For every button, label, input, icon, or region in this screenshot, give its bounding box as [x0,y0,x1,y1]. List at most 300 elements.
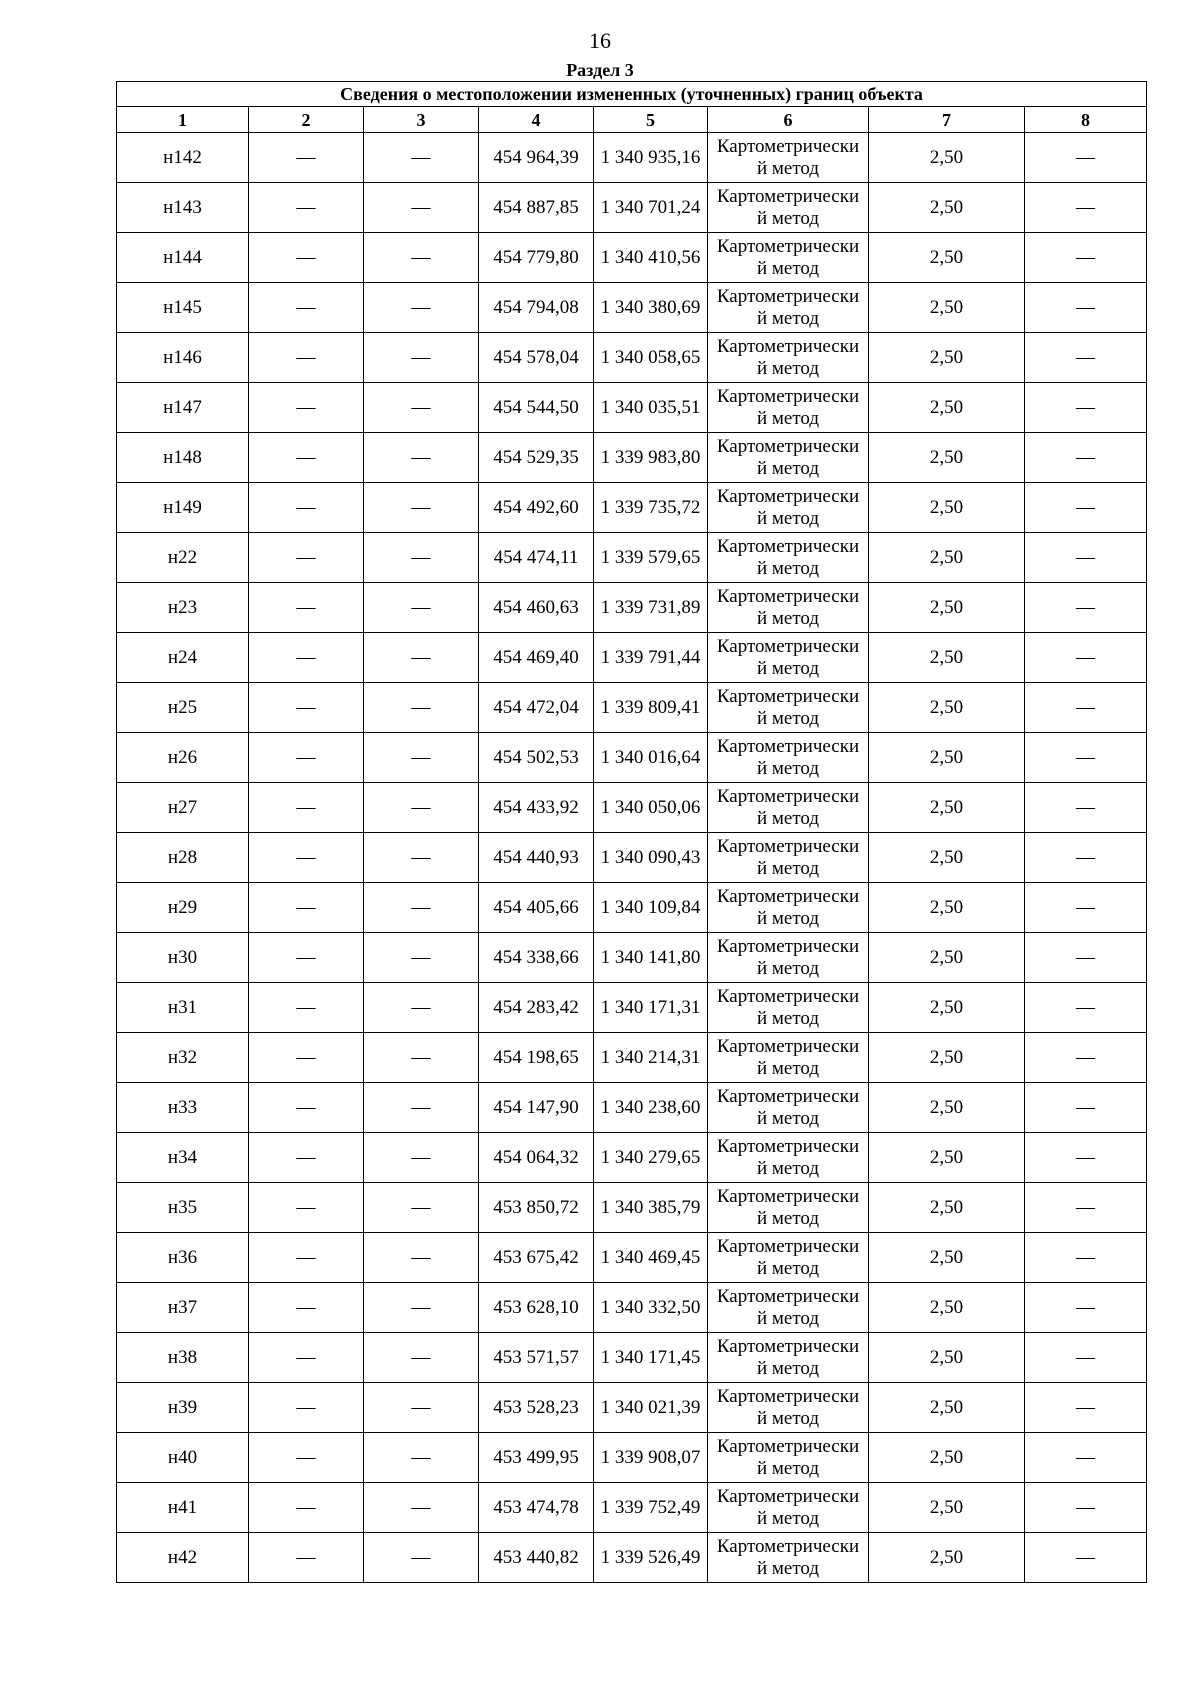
y-coordinate-cell: 1 340 050,06 [594,783,708,833]
column-3-cell: — [364,733,479,783]
table-title-row [117,82,1147,107]
y-coordinate-cell: 1 340 171,45 [594,1333,708,1383]
column-2-cell: — [249,1233,364,1283]
column-8-cell: — [1025,783,1147,833]
column-8-cell: — [1025,583,1147,633]
point-cell: н145 [117,283,249,333]
accuracy-cell: 2,50 [869,933,1025,983]
column-8-cell: — [1025,1133,1147,1183]
column-3-cell: — [364,233,479,283]
column-8-cell: — [1025,383,1147,433]
accuracy-cell: 2,50 [869,1033,1025,1083]
table-row [117,1083,1147,1133]
column-8-cell: — [1025,933,1147,983]
method-cell [708,1183,869,1233]
y-coordinate-cell: 1 339 791,44 [594,633,708,683]
column-3-cell: — [364,683,479,733]
x-coordinate-cell: 453 571,57 [479,1333,594,1383]
y-coordinate-cell: 1 340 141,80 [594,933,708,983]
column-3-cell: — [364,433,479,483]
point-cell: н42 [117,1533,249,1583]
column-number-cell: 4 [479,107,594,133]
x-coordinate-cell: 454 779,80 [479,233,594,283]
method-line-1: Картометрически [716,735,860,757]
point-cell: н31 [117,983,249,1033]
accuracy-cell: 2,50 [869,1183,1025,1233]
method-line-1: Картометрически [716,485,860,507]
table-row [117,183,1147,233]
column-8-cell: — [1025,1033,1147,1083]
point-cell: н34 [117,1133,249,1183]
column-3-cell: — [364,1533,479,1583]
y-coordinate-cell: 1 340 214,31 [594,1033,708,1083]
method-line-2: й метод [756,1207,820,1229]
y-coordinate-cell: 1 339 526,49 [594,1533,708,1583]
column-8-cell: — [1025,633,1147,683]
y-coordinate-cell: 1 340 701,24 [594,183,708,233]
method-cell [708,483,869,533]
column-3-cell: — [364,133,479,183]
method-line-1: Картометрически [716,1135,860,1157]
column-3-cell: — [364,333,479,383]
table-title: Сведения о местоположении измененных (уточненных) границ объекта [117,82,1147,107]
method-line-2: й метод [756,1107,820,1129]
point-cell: н33 [117,1083,249,1133]
x-coordinate-cell: 454 578,04 [479,333,594,383]
column-3-cell: — [364,1133,479,1183]
column-number-cell: 3 [364,107,479,133]
method-line-1: Картометрически [716,285,860,307]
method-cell [708,983,869,1033]
method-cell [708,833,869,883]
method-cell [708,1333,869,1383]
accuracy-cell: 2,50 [869,1233,1025,1283]
accuracy-cell: 2,50 [869,133,1025,183]
column-8-cell: — [1025,1433,1147,1483]
table-row [117,433,1147,483]
y-coordinate-cell: 1 339 731,89 [594,583,708,633]
point-cell: н24 [117,633,249,683]
column-number-cell: 2 [249,107,364,133]
method-line-2: й метод [756,657,820,679]
point-cell: н40 [117,1433,249,1483]
table-row [117,833,1147,883]
method-line-2: й метод [756,257,820,279]
x-coordinate-cell: 454 474,11 [479,533,594,583]
accuracy-cell: 2,50 [869,1083,1025,1133]
method-cell [708,1283,869,1333]
method-line-2: й метод [756,1007,820,1029]
y-coordinate-cell: 1 339 908,07 [594,1433,708,1483]
x-coordinate-cell: 454 147,90 [479,1083,594,1133]
accuracy-cell: 2,50 [869,283,1025,333]
point-cell: н144 [117,233,249,283]
column-8-cell: — [1025,1333,1147,1383]
method-line-2: й метод [756,1557,820,1579]
column-2-cell: — [249,533,364,583]
column-8-cell: — [1025,883,1147,933]
column-number-row [117,107,1147,133]
method-cell [708,1533,869,1583]
method-cell [708,733,869,783]
method-cell [708,233,869,283]
x-coordinate-cell: 454 338,66 [479,933,594,983]
method-cell [708,1133,869,1183]
column-3-cell: — [364,533,479,583]
method-cell [708,1233,869,1283]
accuracy-cell: 2,50 [869,383,1025,433]
column-2-cell: — [249,1283,364,1333]
column-2-cell: — [249,333,364,383]
method-cell [708,133,869,183]
table-row [117,333,1147,383]
y-coordinate-cell: 1 340 469,45 [594,1233,708,1283]
method-line-1: Картометрически [716,235,860,257]
column-2-cell: — [249,1333,364,1383]
point-cell: н23 [117,583,249,633]
table-row [117,1133,1147,1183]
method-cell [708,183,869,233]
x-coordinate-cell: 454 502,53 [479,733,594,783]
x-coordinate-cell: 453 440,82 [479,1533,594,1583]
method-line-1: Картометрически [716,185,860,207]
point-cell: н143 [117,183,249,233]
method-cell [708,883,869,933]
column-3-cell: — [364,1033,479,1083]
column-8-cell: — [1025,1083,1147,1133]
accuracy-cell: 2,50 [869,833,1025,883]
column-3-cell: — [364,1233,479,1283]
table-row [117,1433,1147,1483]
method-cell [708,583,869,633]
method-line-2: й метод [756,1457,820,1479]
x-coordinate-cell: 453 474,78 [479,1483,594,1533]
column-3-cell: — [364,883,479,933]
point-cell: н142 [117,133,249,183]
point-cell: н146 [117,333,249,383]
page-number: 16 [589,28,611,53]
column-2-cell: — [249,1133,364,1183]
accuracy-cell: 2,50 [869,683,1025,733]
method-line-1: Картометрически [716,585,860,607]
x-coordinate-cell: 454 198,65 [479,1033,594,1083]
y-coordinate-cell: 1 340 238,60 [594,1083,708,1133]
method-cell [708,433,869,483]
column-3-cell: — [364,983,479,1033]
accuracy-cell: 2,50 [869,433,1025,483]
method-line-1: Картометрически [716,1385,860,1407]
point-cell: н39 [117,1383,249,1433]
column-3-cell: — [364,1433,479,1483]
point-cell: н149 [117,483,249,533]
table-row [117,1383,1147,1433]
column-8-cell: — [1025,833,1147,883]
boundary-coordinates-table [116,81,1147,1583]
method-line-2: й метод [756,1057,820,1079]
x-coordinate-cell: 453 499,95 [479,1433,594,1483]
method-line-2: й метод [756,507,820,529]
x-coordinate-cell: 453 850,72 [479,1183,594,1233]
column-3-cell: — [364,783,479,833]
column-8-cell: — [1025,1533,1147,1583]
y-coordinate-cell: 1 339 735,72 [594,483,708,533]
column-2-cell: — [249,1433,364,1483]
column-8-cell: — [1025,683,1147,733]
column-2-cell: — [249,183,364,233]
point-cell: н38 [117,1333,249,1383]
point-cell: н32 [117,1033,249,1083]
table-row [117,783,1147,833]
method-line-1: Картометрически [716,1035,860,1057]
method-line-2: й метод [756,1407,820,1429]
method-line-2: й метод [756,1507,820,1529]
accuracy-cell: 2,50 [869,983,1025,1033]
table-row [117,1333,1147,1383]
method-line-1: Картометрически [716,1085,860,1107]
x-coordinate-cell: 454 492,60 [479,483,594,533]
column-3-cell: — [364,1333,479,1383]
accuracy-cell: 2,50 [869,483,1025,533]
column-3-cell: — [364,183,479,233]
y-coordinate-cell: 1 339 579,65 [594,533,708,583]
method-line-2: й метод [756,957,820,979]
section-title: Раздел 3 [566,60,634,80]
table-row [117,883,1147,933]
x-coordinate-cell: 454 887,85 [479,183,594,233]
point-cell: н148 [117,433,249,483]
column-number-cell: 6 [708,107,869,133]
method-line-2: й метод [756,407,820,429]
table-row [117,633,1147,683]
column-2-cell: — [249,483,364,533]
accuracy-cell: 2,50 [869,1533,1025,1583]
method-line-2: й метод [756,1157,820,1179]
method-cell [708,1383,869,1433]
method-line-1: Картометрически [716,985,860,1007]
method-line-1: Картометрически [716,1485,860,1507]
y-coordinate-cell: 1 340 035,51 [594,383,708,433]
x-coordinate-cell: 454 469,40 [479,633,594,683]
method-cell [708,283,869,333]
point-cell: н30 [117,933,249,983]
column-3-cell: — [364,1483,479,1533]
method-line-2: й метод [756,607,820,629]
table-row [117,583,1147,633]
column-2-cell: — [249,883,364,933]
table-row [117,983,1147,1033]
y-coordinate-cell: 1 340 332,50 [594,1283,708,1333]
y-coordinate-cell: 1 340 021,39 [594,1383,708,1433]
table-row [117,1483,1147,1533]
x-coordinate-cell: 454 964,39 [479,133,594,183]
accuracy-cell: 2,50 [869,733,1025,783]
method-line-1: Картометрически [716,135,860,157]
x-coordinate-cell: 454 460,63 [479,583,594,633]
column-2-cell: — [249,433,364,483]
accuracy-cell: 2,50 [869,883,1025,933]
method-line-2: й метод [756,857,820,879]
x-coordinate-cell: 454 440,93 [479,833,594,883]
column-3-cell: — [364,833,479,883]
point-cell: н22 [117,533,249,583]
column-8-cell: — [1025,1183,1147,1233]
table-row [117,683,1147,733]
column-3-cell: — [364,383,479,433]
method-cell [708,783,869,833]
point-cell: н29 [117,883,249,933]
y-coordinate-cell: 1 339 752,49 [594,1483,708,1533]
column-3-cell: — [364,1083,479,1133]
column-2-cell: — [249,1183,364,1233]
method-line-2: й метод [756,1307,820,1329]
column-2-cell: — [249,1483,364,1533]
method-line-2: й метод [756,207,820,229]
table-row [117,533,1147,583]
point-cell: н35 [117,1183,249,1233]
column-3-cell: — [364,283,479,333]
table-row [117,1283,1147,1333]
method-line-2: й метод [756,157,820,179]
method-cell [708,1433,869,1483]
method-cell [708,633,869,683]
method-line-1: Картометрически [716,1185,860,1207]
column-8-cell: — [1025,183,1147,233]
y-coordinate-cell: 1 340 016,64 [594,733,708,783]
column-3-cell: — [364,1183,479,1233]
table-row [117,483,1147,533]
x-coordinate-cell: 453 628,10 [479,1283,594,1333]
column-2-cell: — [249,733,364,783]
column-3-cell: — [364,483,479,533]
method-line-1: Картометрически [716,685,860,707]
accuracy-cell: 2,50 [869,1133,1025,1183]
x-coordinate-cell: 453 528,23 [479,1383,594,1433]
point-cell: н26 [117,733,249,783]
method-cell [708,933,869,983]
column-2-cell: — [249,283,364,333]
column-8-cell: — [1025,733,1147,783]
table-row [117,233,1147,283]
accuracy-cell: 2,50 [869,1383,1025,1433]
method-cell [708,333,869,383]
x-coordinate-cell: 453 675,42 [479,1233,594,1283]
accuracy-cell: 2,50 [869,1283,1025,1333]
method-line-1: Картометрически [716,635,860,657]
accuracy-cell: 2,50 [869,1433,1025,1483]
column-8-cell: — [1025,433,1147,483]
y-coordinate-cell: 1 340 935,16 [594,133,708,183]
accuracy-cell: 2,50 [869,183,1025,233]
column-8-cell: — [1025,1383,1147,1433]
method-line-2: й метод [756,357,820,379]
method-line-2: й метод [756,307,820,329]
y-coordinate-cell: 1 340 385,79 [594,1183,708,1233]
method-cell [708,1083,869,1133]
method-line-2: й метод [756,1257,820,1279]
method-cell [708,1033,869,1083]
column-2-cell: — [249,933,364,983]
column-2-cell: — [249,783,364,833]
method-line-2: й метод [756,757,820,779]
y-coordinate-cell: 1 340 410,56 [594,233,708,283]
column-2-cell: — [249,633,364,683]
x-coordinate-cell: 454 064,32 [479,1133,594,1183]
column-8-cell: — [1025,483,1147,533]
y-coordinate-cell: 1 340 171,31 [594,983,708,1033]
table-row [117,733,1147,783]
x-coordinate-cell: 454 794,08 [479,283,594,333]
column-2-cell: — [249,833,364,883]
column-2-cell: — [249,1383,364,1433]
column-8-cell: — [1025,1233,1147,1283]
method-line-1: Картометрически [716,535,860,557]
point-cell: н25 [117,683,249,733]
column-8-cell: — [1025,1483,1147,1533]
column-2-cell: — [249,683,364,733]
column-8-cell: — [1025,333,1147,383]
y-coordinate-cell: 1 339 983,80 [594,433,708,483]
point-cell: н36 [117,1233,249,1283]
column-3-cell: — [364,1383,479,1433]
method-line-1: Картометрически [716,835,860,857]
point-cell: н28 [117,833,249,883]
column-3-cell: — [364,633,479,683]
column-2-cell: — [249,583,364,633]
method-line-2: й метод [756,457,820,479]
x-coordinate-cell: 454 529,35 [479,433,594,483]
y-coordinate-cell: 1 340 279,65 [594,1133,708,1183]
column-number-cell: 7 [869,107,1025,133]
method-line-1: Картометрически [716,1435,860,1457]
table-row [117,933,1147,983]
x-coordinate-cell: 454 433,92 [479,783,594,833]
accuracy-cell: 2,50 [869,1333,1025,1383]
column-2-cell: — [249,233,364,283]
method-line-1: Картометрически [716,1235,860,1257]
column-8-cell: — [1025,133,1147,183]
column-8-cell: — [1025,533,1147,583]
table-row [117,383,1147,433]
accuracy-cell: 2,50 [869,333,1025,383]
accuracy-cell: 2,50 [869,533,1025,583]
column-2-cell: — [249,1033,364,1083]
column-8-cell: — [1025,283,1147,333]
accuracy-cell: 2,50 [869,783,1025,833]
y-coordinate-cell: 1 340 109,84 [594,883,708,933]
method-line-1: Картометрически [716,785,860,807]
table-row [117,1183,1147,1233]
column-number-cell: 5 [594,107,708,133]
method-line-1: Картометрически [716,435,860,457]
method-line-2: й метод [756,707,820,729]
method-line-1: Картометрически [716,1335,860,1357]
point-cell: н41 [117,1483,249,1533]
column-8-cell: — [1025,983,1147,1033]
x-coordinate-cell: 454 283,42 [479,983,594,1033]
method-line-1: Картометрически [716,335,860,357]
table-row [117,1233,1147,1283]
method-line-2: й метод [756,1357,820,1379]
column-number-cell: 8 [1025,107,1147,133]
column-2-cell: — [249,1083,364,1133]
method-line-1: Картометрически [716,1285,860,1307]
method-line-1: Картометрически [716,885,860,907]
y-coordinate-cell: 1 340 380,69 [594,283,708,333]
point-cell: н37 [117,1283,249,1333]
point-cell: н27 [117,783,249,833]
accuracy-cell: 2,50 [869,1483,1025,1533]
method-line-1: Картометрически [716,935,860,957]
